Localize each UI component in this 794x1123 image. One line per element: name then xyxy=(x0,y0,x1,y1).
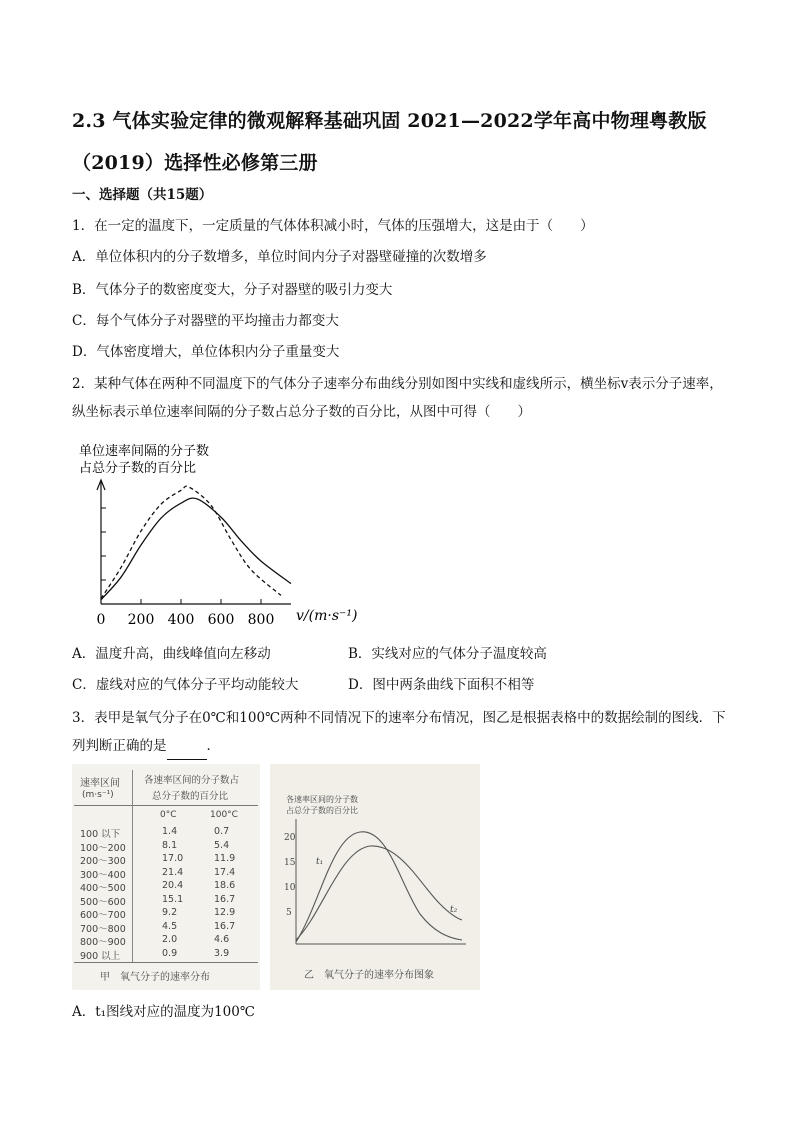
table-head-percent: 各速率区间的分子数占 xyxy=(144,775,240,786)
q1-stem: 1．在一定的温度下，一定质量的气体体积减小时，气体的压强增大，这是由于（ ） xyxy=(72,218,594,234)
table-cell-100c: 16.7 xyxy=(214,893,236,905)
table-cell-range: 200～300 xyxy=(80,856,126,867)
table-cell-0c: 8.1 xyxy=(162,839,178,851)
table-cell-range: 900 以上 xyxy=(80,950,121,962)
chart2-ytick-10: 10 xyxy=(284,883,296,893)
q1-option-c[interactable]: C．每个气体分子对器壁的平均撞击力都变大 xyxy=(72,313,339,329)
chart-series-dashed xyxy=(101,486,281,599)
table-cell-0c: 9.2 xyxy=(162,907,178,918)
chart2-caption: 乙 氧气分子的速率分布图象 xyxy=(304,970,434,981)
table-cell-range: 100 以下 xyxy=(80,829,121,840)
table-cell-0c: 17.0 xyxy=(162,853,184,864)
table-cell-100c: 4.6 xyxy=(214,934,230,945)
table-sub-0c: 0°C xyxy=(160,810,177,820)
section-heading: 一、选择题（共15题） xyxy=(72,187,213,203)
table-divider xyxy=(74,805,258,806)
chart-series-solid xyxy=(101,498,291,600)
table-cell-100c: 18.6 xyxy=(214,880,236,891)
chart2-label-t2: t₂ xyxy=(450,905,458,915)
q2-option-d[interactable]: D．图中两条曲线下面积不相等 xyxy=(348,677,535,693)
chart-xtick-label: 600 xyxy=(207,612,235,628)
q3-stem xyxy=(72,704,732,760)
table-cell-100c: 12.9 xyxy=(214,907,236,918)
table-column-line xyxy=(132,770,133,962)
chart-xtick-label: 400 xyxy=(167,612,195,628)
chart2-ytick-20: 20 xyxy=(284,833,296,843)
table-bottom-line xyxy=(74,962,258,963)
table-head-range: 速率区间 xyxy=(80,778,120,789)
table-cell-0c: 20.4 xyxy=(162,880,184,891)
table-cell-0c: 21.4 xyxy=(162,866,184,878)
table-cell-0c: 1.4 xyxy=(162,826,178,837)
q3-option-a[interactable]: A．t₁图线对应的温度为100℃ xyxy=(72,1004,255,1020)
chart-xtick-label: 200 xyxy=(127,612,155,628)
table-cell-100c: 16.7 xyxy=(214,920,236,932)
table-cell-range: 100～200 xyxy=(80,842,126,854)
chart2-ytick-15: 15 xyxy=(284,858,296,868)
q1-option-b[interactable]: B．气体分子的数密度变大，分子对器壁的吸引力变大 xyxy=(72,282,393,298)
q2-option-a[interactable]: A．温度升高，曲线峰值向左移动 xyxy=(72,646,271,662)
table-cell-range: 500～600 xyxy=(80,896,126,908)
table-cell-0c: 2.0 xyxy=(162,934,178,945)
chart-ylabel-line2: 占总分子数的百分比 xyxy=(79,461,197,476)
q1-option-a[interactable]: A．单位体积内的分子数增多，单位时间内分子对器壁碰撞的次数增多 xyxy=(72,249,487,265)
velocity-distribution-chart xyxy=(60,436,380,636)
chart-ylabel-line1: 单位速率间隔的分子数 xyxy=(79,444,210,459)
q2-option-c[interactable]: C．虚线对应的气体分子平均动能较大 xyxy=(72,677,299,693)
chart2-curve-t1 xyxy=(296,832,462,942)
table-cell-range: 700～800 xyxy=(80,923,126,935)
chart-xlabel: v/(m·s⁻¹) xyxy=(296,608,358,624)
table-head-percent-2: 总分子数的百分比 xyxy=(152,791,229,802)
table-cell-range: 600～700 xyxy=(80,910,126,921)
table-cell-100c: 17.4 xyxy=(214,866,236,878)
chart2-ylabel-line2: 占总分子数的百分比 xyxy=(286,806,358,815)
table-sub-100c: 100°C xyxy=(210,810,238,820)
table-caption: 甲 氧气分子的速率分布 xyxy=(100,972,210,983)
oxygen-distribution-chart xyxy=(270,764,480,990)
table-cell-100c: 3.9 xyxy=(214,947,230,959)
answer-blank[interactable] xyxy=(167,745,207,760)
table-cell-range: 800～900 xyxy=(80,937,126,948)
chart2-ytick-5: 5 xyxy=(286,908,292,918)
table-cell-100c: 0.7 xyxy=(214,826,230,837)
chart2-label-t1: t₁ xyxy=(316,857,324,867)
table-head-unit: (m·s⁻¹) xyxy=(82,790,114,800)
q2-option-b[interactable]: B．实线对应的气体分子温度较高 xyxy=(348,646,547,662)
table-cell-100c: 11.9 xyxy=(214,853,236,864)
table-cell-range: 300～400 xyxy=(80,869,126,881)
q2-stem: 2．某种气体在两种不同温度下的气体分子速率分布曲线分别如图中实线和虚线所示，横坐标v表示分子速率，纵坐标表示单位速率间隔的分子数占总分子数的百分比，从图中可得（ ） xyxy=(72,376,723,420)
table-cell-100c: 5.4 xyxy=(214,839,230,851)
table-cell-range: 400～500 xyxy=(80,883,126,894)
q1-option-d[interactable]: D．气体密度增大，单位体积内分子重量变大 xyxy=(72,344,340,360)
chart-xtick-label: 800 xyxy=(247,612,275,628)
chart2-ylabel-line1: 各速率区间的分子数 xyxy=(286,795,358,804)
q3-stem-end: ． xyxy=(206,738,220,754)
table-cell-0c: 15.1 xyxy=(162,893,184,905)
table-cell-0c: 4.5 xyxy=(162,920,178,932)
table-cell-0c: 0.9 xyxy=(162,947,178,959)
document-title: 2.3 气体实验定律的微观解释基础巩固 2021—2022学年高中物理粤教版（2019）选择性必修第三册 xyxy=(72,110,707,174)
q3-stem-text: 3．表甲是氧气分子在0℃和100℃两种不同情况下的速率分布情况，图乙是根据表格中的数据绘制的图线．下列判断正确的是 xyxy=(72,710,726,754)
chart-xtick-label: 0 xyxy=(96,612,106,628)
